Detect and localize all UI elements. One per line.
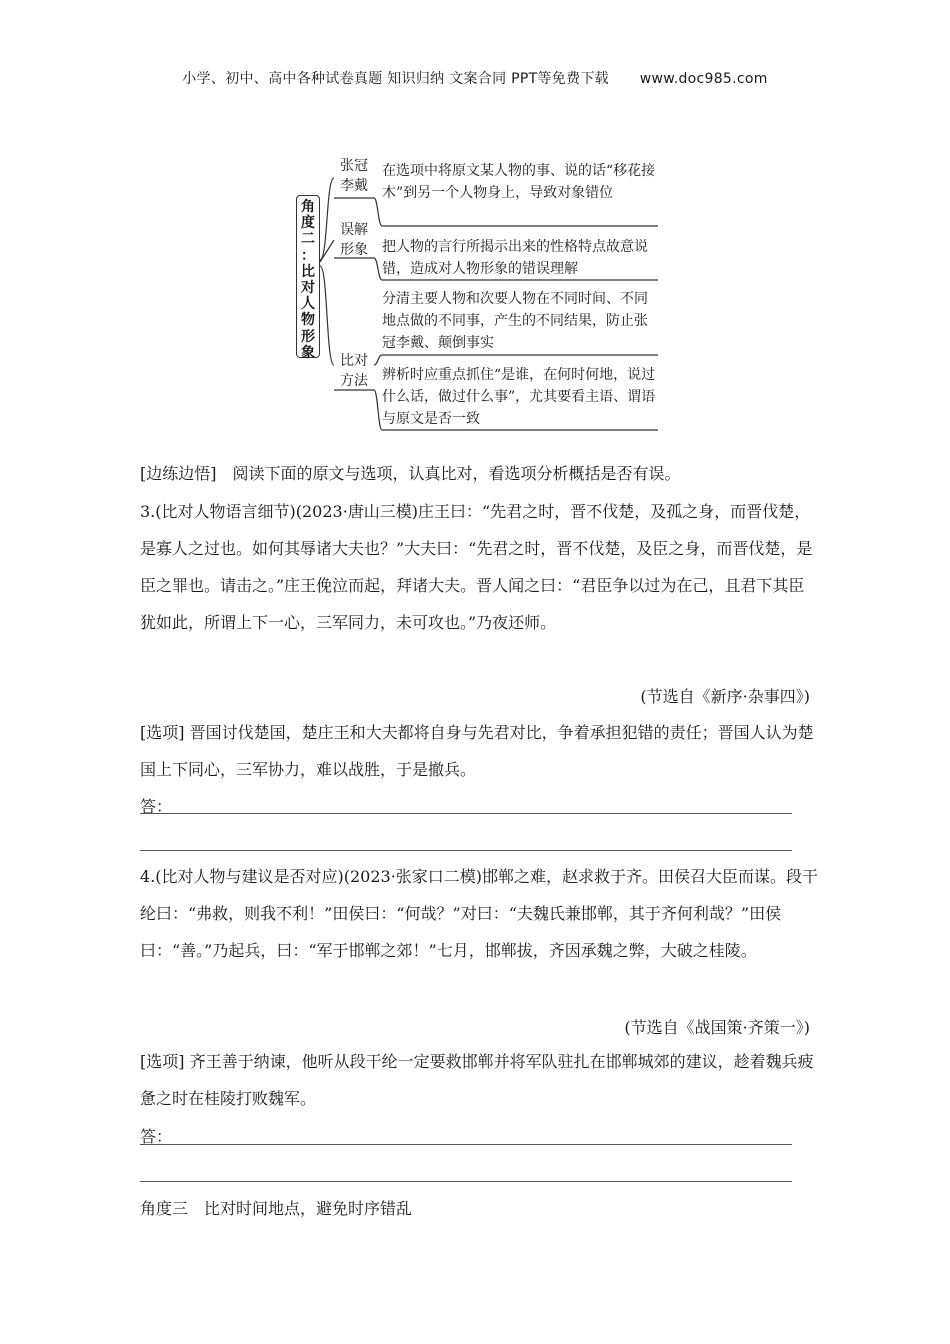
- q4-answer-line-1[interactable]: [140, 1143, 792, 1145]
- practice-intro: [边练边悟] 阅读下面的原文与选项，认真比对，看选项分析概括是否有误。: [140, 464, 681, 483]
- branch-label-3: 比对 方法: [340, 353, 368, 389]
- q4-source: (节选自《战国策·齐策一》): [624, 1018, 810, 1037]
- q3-answer-label: 答：: [140, 797, 173, 816]
- header-text: 小学、初中、高中各种试卷真题 知识归纳 文案合同 PPT等免费下载: [182, 71, 609, 87]
- mindmap-root: 角 度 二 ： 比 对 人 物 形 象: [296, 195, 320, 358]
- branch-desc-3: 分清主要人物和次要人物在不同时间、不同地点做的不同事，产生的不同结果，防止张冠李戴、颠倒事实: [382, 291, 648, 351]
- q4-option: [选项] 齐王善于纳谏，他听从段干纶一定要救邯郸并将军队驻扎在邯郸城郊的建议，趁着魏兵疲惫之时在桂陵打败魏军。: [140, 1052, 814, 1108]
- section-heading-angle-3: 角度三 比对时间地点，避免时序错乱: [140, 1199, 413, 1218]
- q4-answer-line-2[interactable]: [140, 1180, 792, 1182]
- q3-source: (节选自《新序·杂事四》): [640, 687, 810, 706]
- q4-text: 4.(比对人物与建议是否对应)(2023·张家口二模)邯郸之难，赵求救于齐。田侯召大臣而谋。段干纶曰：“弗救，则我不利！”田侯曰：“何哉？”对曰：“夫魏氏兼邯郸，其于齐何利哉？”田侯曰：“善。”乃起兵，曰：“军于邯郸之郊！”七月，邯郸拔，齐因承魏之弊，大破之桂陵。: [140, 867, 819, 960]
- q3-answer-line-2[interactable]: [140, 849, 792, 851]
- q3-option: [选项] 晋国讨伐楚国，楚庄王和大夫都将自身与先君对比，争着承担犯错的责任；晋国人认为楚国上下同心，三军协力，难以战胜，于是撤兵。: [140, 723, 814, 779]
- q3-answer-line-1[interactable]: [140, 812, 792, 814]
- header-site: www.doc985.com: [639, 71, 768, 87]
- branch-desc-1: 在选项中将原文某人物的事、说的话“移花接木”到另一个人物身上，导致对象错位: [382, 163, 656, 201]
- q3-text: 3.(比对人物语言细节)(2023·唐山三模)庄王曰：“先君之时，晋不伐楚，及孤之身，而晋伐楚，是寡人之过也。如何其辱诸大夫也？”大夫曰：“先君之时，晋不伐楚，及臣之身，而晋伐楚，是臣之罪也。请击之。”庄王俛泣而起，拜诸大夫。晋人闻之曰：“君臣争以过为在己，且君下其臣犹如此，所谓上下一心，三军同力，未可攻也。”乃夜还师。: [140, 502, 813, 632]
- branch-label-2: 误解 形象: [340, 222, 368, 258]
- branch-desc-4: 辨析时应重点抓住“是谁，在何时何地，说过什么话，做过什么事”，尤其要看主语、谓语与原文是否一致: [382, 367, 656, 427]
- q4-answer-label: 答：: [140, 1127, 173, 1146]
- branch-label-1: 张冠 李戴: [340, 158, 368, 194]
- branch-desc-2: 把人物的言行所揭示出来的性格特点故意说错，造成对人物形象的错误理解: [382, 239, 648, 277]
